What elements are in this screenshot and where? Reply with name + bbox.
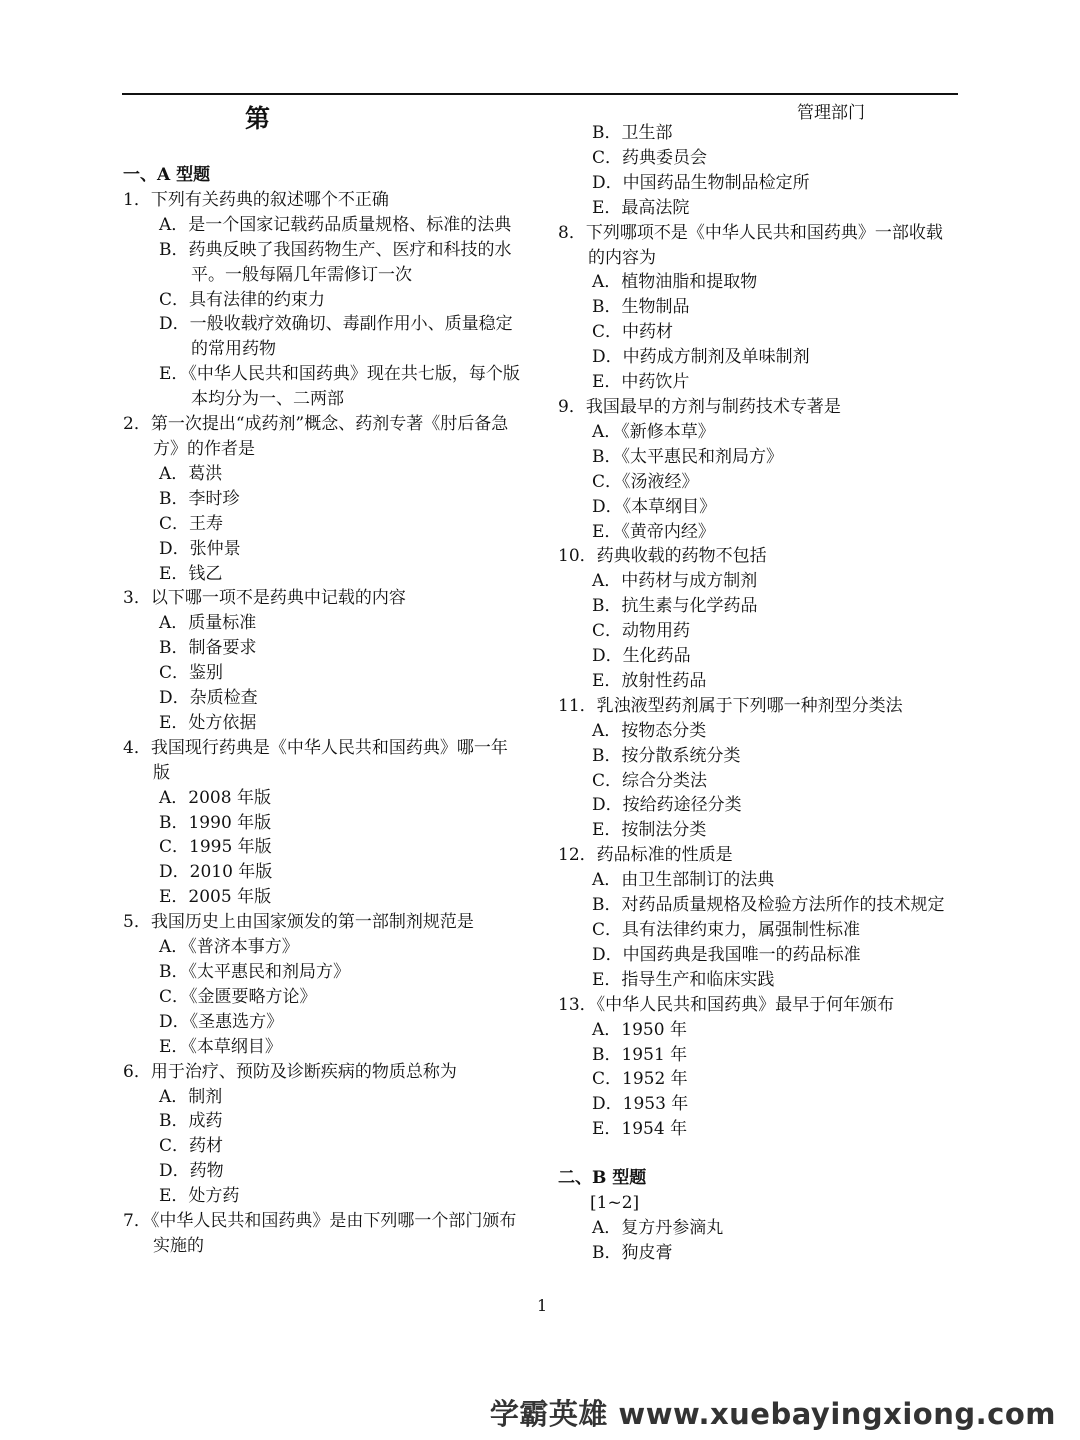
- question-item: 13．《中华人民共和国药典》最早于何年颁布: [558, 994, 895, 1015]
- option-item: B．1990 年版: [159, 812, 272, 833]
- right-question-list: [558, 121, 958, 1142]
- option-item: C．中药材: [592, 322, 674, 343]
- option-item: B．《太平惠民和剂局方》: [592, 446, 783, 467]
- right-column: [558, 121, 958, 1266]
- option-item: B．成药: [159, 1111, 223, 1132]
- option-item: A．按物态分类: [592, 720, 707, 741]
- question-item: 1．下列有关药典的叙述哪个不正确: [123, 189, 389, 210]
- option-item: B．卫生部: [592, 123, 673, 143]
- option-item: E．处方药: [159, 1186, 240, 1207]
- option-item: A．《新修本草》: [592, 421, 715, 442]
- option-item: C．具有法律约束力，属强制性标准: [592, 920, 861, 940]
- option-item: D．《圣惠选方》: [159, 1011, 284, 1032]
- option-item: E．指导生产和临床实践: [592, 969, 775, 990]
- option-item: D．《本草纲目》: [592, 496, 717, 517]
- option-item: E．1954 年: [592, 1119, 688, 1140]
- option-item: A．质量标准: [159, 613, 257, 634]
- question-item: 4．我国现行药典是《中华人民共和国药典》哪一年版: [123, 737, 508, 783]
- option-item: A．是一个国家记载药品质量规格、标准的法典: [159, 214, 512, 235]
- option-item: B．《太平惠民和剂局方》: [159, 962, 350, 982]
- option-item: A．1950 年: [592, 1019, 687, 1040]
- option-item: B．药典反映了我国药物生产、医疗和科技的水平。一般每隔几年需修订一次: [159, 239, 512, 285]
- option-item: D．杂质检查: [159, 688, 258, 709]
- section-b-list: [558, 1191, 958, 1266]
- option-item: C．《金匮要略方论》: [159, 986, 317, 1007]
- header-rule: [122, 93, 958, 95]
- option-item: C．药典委员会: [592, 147, 708, 168]
- left-question-list: [123, 188, 523, 1259]
- option-item: D．一般收载疗效确切、毒副作用小、质量稳定的常用药物: [159, 314, 513, 360]
- option-item: C．《汤液经》: [592, 471, 699, 492]
- option-item: C．王寿: [159, 513, 224, 534]
- question-item: 11．乳浊液型药剂属于下列哪一种剂型分类法: [558, 695, 903, 716]
- option-item: E．按制法分类: [592, 820, 707, 841]
- option-item: D．中国药典是我国唯一的药品标准: [592, 944, 861, 965]
- option-item: E．钱乙: [159, 563, 223, 584]
- question-item: 10．药典收载的药物不包括: [558, 546, 767, 567]
- option-item: B．1951 年: [592, 1044, 688, 1065]
- option-item: D．中国药品生物制品检定所: [592, 172, 810, 193]
- option-item: D．按给药途径分类: [592, 795, 742, 816]
- option-item: [1~2]: [590, 1193, 640, 1214]
- option-item: E．《中华人民共和国药典》现在共七版，每个版本均分为一、二两部: [159, 364, 520, 410]
- option-item: D．中药成方制剂及单味制剂: [592, 347, 810, 368]
- header-right-text: 管理部门: [797, 103, 865, 123]
- option-item: A．植物油脂和提取物: [592, 272, 758, 293]
- option-item: B．狗皮膏: [592, 1242, 673, 1263]
- option-item: E．《本草纲目》: [159, 1036, 282, 1057]
- section-gap: [558, 1142, 958, 1166]
- question-item: 7．《中华人民共和国药典》是由下列哪一个部门颁布实施的: [123, 1211, 517, 1256]
- option-item: E．2005 年版: [159, 887, 272, 908]
- option-item: E．放射性药品: [592, 670, 707, 691]
- option-item: C．药材: [159, 1136, 224, 1157]
- option-item: D．药物: [159, 1161, 224, 1182]
- option-item: B．制备要求: [159, 638, 257, 659]
- question-item: 12．药品标准的性质是: [558, 845, 733, 866]
- option-item: A．中药材与成方制剂: [592, 571, 758, 592]
- option-item: C．动物用药: [592, 621, 691, 642]
- section-a-heading: 一、A 型题: [123, 165, 211, 185]
- option-item: A．制剂: [159, 1086, 223, 1107]
- option-item: C．具有法律的约束力: [159, 289, 326, 310]
- option-item: C．1995 年版: [159, 837, 272, 858]
- option-item: B．生物制品: [592, 297, 690, 318]
- option-item: E．《黄帝内经》: [592, 521, 715, 542]
- option-item: A．复方丹参滴丸: [592, 1217, 724, 1238]
- option-item: D．生化药品: [592, 646, 691, 667]
- option-item: A．由卫生部制订的法典: [592, 870, 775, 891]
- option-item: A．《普济本事方》: [159, 937, 299, 958]
- page-number: 1: [537, 1296, 548, 1315]
- option-item: B．对药品质量规格及检验方法所作的技术规定: [592, 895, 945, 916]
- option-item: B．按分散系统分类: [592, 745, 741, 766]
- option-item: D．1953 年: [592, 1094, 689, 1115]
- option-item: B．抗生素与化学药品: [592, 596, 758, 617]
- section-b-heading: 二、B 型题: [558, 1168, 647, 1189]
- question-item: 2．第一次提出“成药剂”概念、药剂专著《肘后备急方》的作者是: [123, 414, 509, 459]
- option-item: D．张仲景: [159, 538, 241, 559]
- question-item: 3．以下哪一项不是药典中记载的内容: [123, 588, 406, 609]
- option-item: C．1952 年: [592, 1069, 688, 1090]
- question-item: 8．下列哪项不是《中华人民共和国药典》一部收载的内容为: [558, 222, 943, 268]
- watermark: 学霸英雄 www.xuebayingxiong.com: [489, 1397, 1056, 1431]
- option-item: E．中药饮片: [592, 372, 690, 393]
- option-item: B．李时珍: [159, 488, 240, 509]
- question-item: 5．我国历史上由国家颁发的第一部制剂规范是: [123, 912, 474, 933]
- left-column: [123, 163, 523, 1259]
- option-item: A．葛洪: [159, 463, 223, 484]
- option-item: C．综合分类法: [592, 770, 708, 791]
- option-item: E．最高法院: [592, 197, 690, 218]
- question-item: 9．我国最早的方剂与制药技术专著是: [558, 396, 841, 417]
- option-item: A．2008 年版: [159, 787, 271, 808]
- chapter-heading: 第: [245, 104, 273, 133]
- question-item: 6．用于治疗、预防及诊断疾病的物质总称为: [123, 1061, 457, 1082]
- option-item: D．2010 年版: [159, 862, 273, 883]
- option-item: E．处方依据: [159, 712, 257, 733]
- option-item: C．鉴别: [159, 663, 224, 684]
